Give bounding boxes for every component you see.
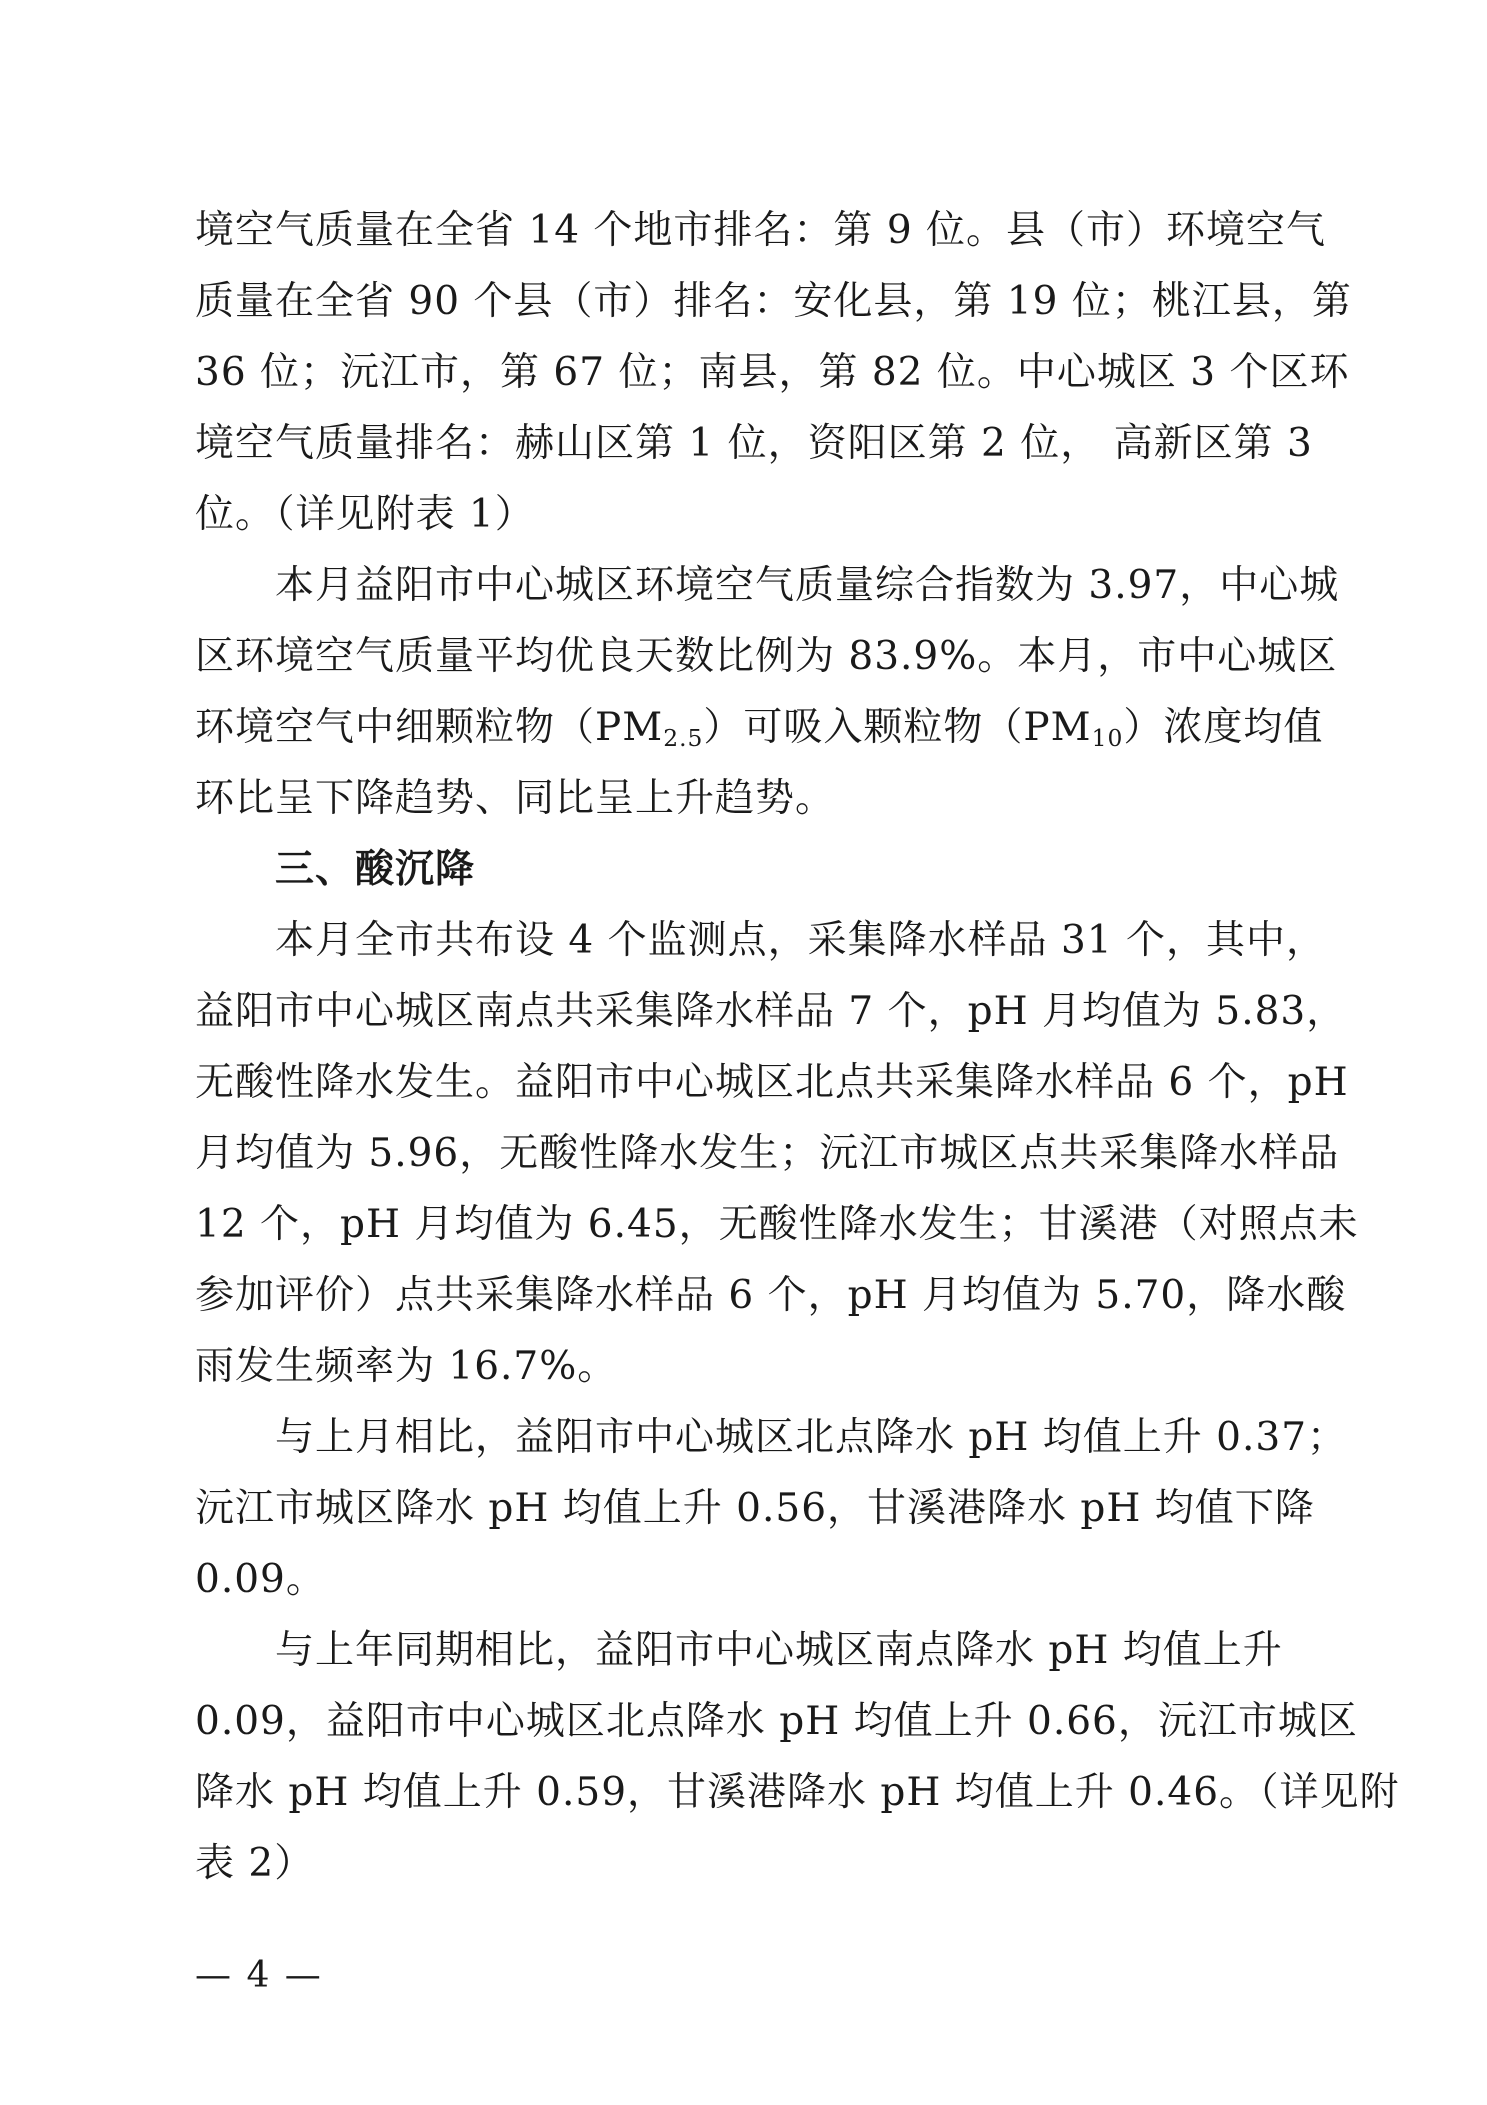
text-segment: ）可吸入颗粒物（PM bbox=[703, 705, 1092, 750]
text-line: 位。（详见附表 1） bbox=[195, 492, 535, 537]
text-segment: ）浓度均值 bbox=[1123, 705, 1324, 750]
paragraph-air-quality-ranking bbox=[195, 195, 1352, 550]
text-line: 与上年同期相比，益阳市中心城区南点降水 pH 均值上升 bbox=[275, 1628, 1283, 1673]
text-line: 12 个，pH 月均值为 6.45，无酸性降水发生；甘溪港（对照点未 bbox=[195, 1202, 1359, 1247]
paragraph-composite-index bbox=[195, 550, 1340, 834]
text-line: 本月益阳市中心城区环境空气质量综合指数为 3.97，中心城 bbox=[275, 563, 1340, 608]
text-line: 本月全市共布设 4 个监测点，采集降水样品 31 个，其中， bbox=[275, 918, 1327, 963]
text-line: 质量在全省 90 个县（市）排名：安化县，第 19 位；桃江县，第 bbox=[195, 279, 1352, 324]
text-line: 雨发生频率为 16.7%。 bbox=[195, 1344, 618, 1389]
pm25-subscript: 2.5 bbox=[663, 723, 704, 752]
text-line: 0.09。 bbox=[195, 1557, 326, 1602]
text-line: 参加评价）点共采集降水样品 6 个，pH 月均值为 5.70，降水酸 bbox=[195, 1273, 1347, 1318]
text-line: 境空气质量在全省 14 个地市排名：第 9 位。县（市）环境空气 bbox=[195, 208, 1327, 253]
text-line: 区环境空气质量平均优良天数比例为 83.9%。本月，市中心城区 bbox=[195, 634, 1338, 679]
paragraph-month-comparison bbox=[195, 1402, 1348, 1615]
text-line: 境空气质量排名：赫山区第 1 位，资阳区第 2 位， 高新区第 3 bbox=[195, 421, 1313, 466]
text-line: 降水 pH 均值上升 0.59，甘溪港降水 pH 均值上升 0.46。（详见附 bbox=[195, 1770, 1400, 1815]
text-line-pm bbox=[195, 692, 1324, 763]
text-line: 月均值为 5.96，无酸性降水发生；沅江市城区点共采集降水样品 bbox=[195, 1131, 1340, 1176]
section-heading-acid-deposition bbox=[195, 834, 1275, 905]
text-line: 表 2） bbox=[195, 1841, 315, 1886]
text-line: 无酸性降水发生。益阳市中心城区北点共采集降水样品 6 个，pH bbox=[195, 1060, 1349, 1105]
paragraph-year-comparison bbox=[195, 1615, 1400, 1899]
section-heading: 三、酸沉降 bbox=[275, 847, 476, 892]
text-line: 0.09，益阳市中心城区北点降水 pH 均值上升 0.66，沅江市城区 bbox=[195, 1699, 1358, 1744]
text-line: 与上月相比，益阳市中心城区北点降水 pH 均值上升 0.37； bbox=[275, 1415, 1348, 1460]
text-segment: 环境空气中细颗粒物（PM bbox=[195, 705, 664, 750]
text-line: 益阳市中心城区南点共采集降水样品 7 个，pH 月均值为 5.83， bbox=[195, 989, 1347, 1034]
page-number: — 4 — bbox=[195, 1955, 323, 1996]
paragraph-monitoring-points bbox=[195, 905, 1359, 1402]
text-line: 36 位；沅江市，第 67 位；南县，第 82 位。中心城区 3 个区环 bbox=[195, 350, 1350, 395]
document-page bbox=[195, 195, 1400, 1899]
pm10-subscript: 10 bbox=[1091, 723, 1124, 752]
text-line: 沅江市城区降水 pH 均值上升 0.56，甘溪港降水 pH 均值下降 bbox=[195, 1486, 1315, 1531]
text-line: 环比呈下降趋势、同比呈上升趋势。 bbox=[195, 776, 836, 821]
